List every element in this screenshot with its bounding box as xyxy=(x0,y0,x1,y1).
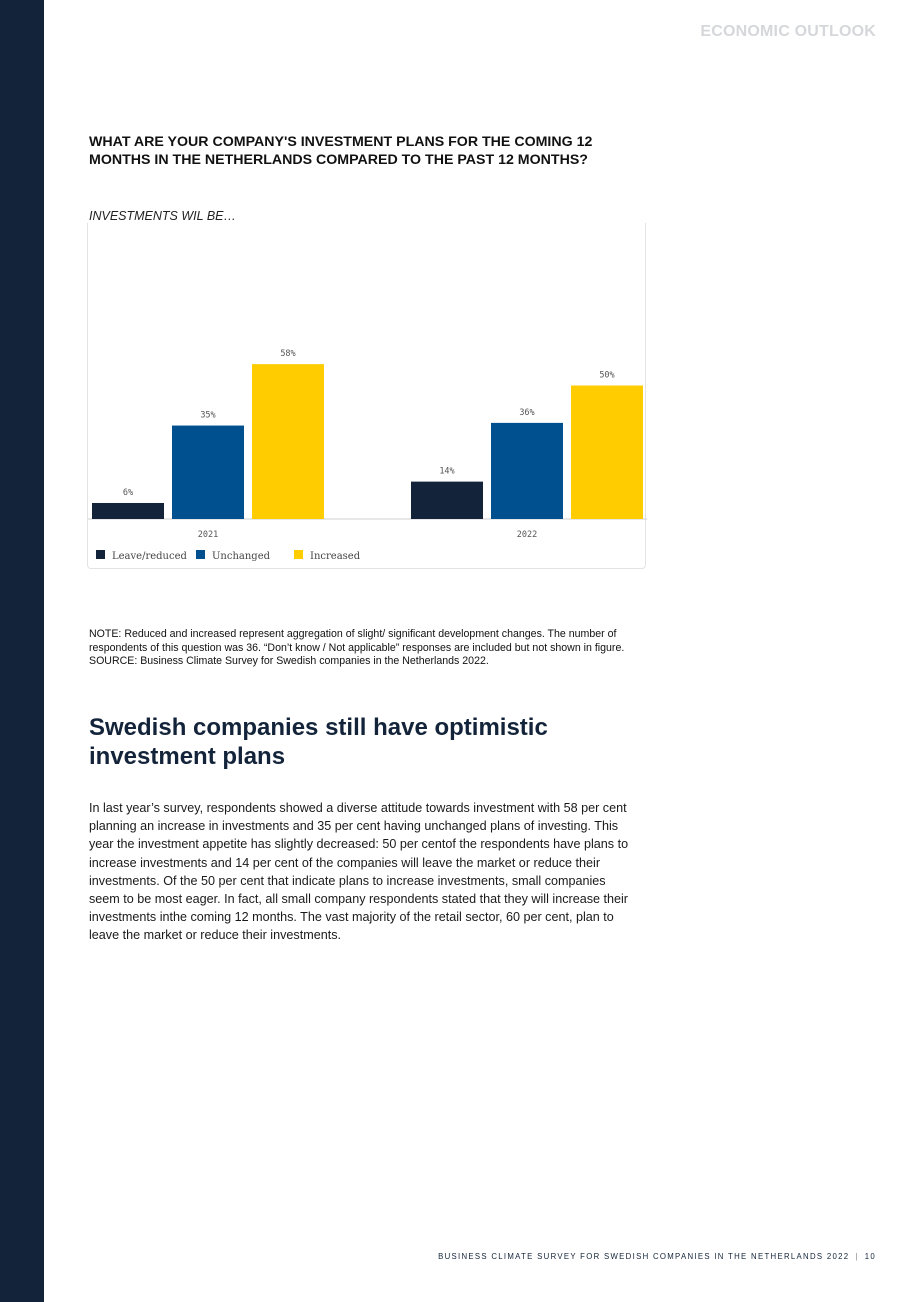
bar-2021-increased xyxy=(252,364,324,519)
bar-2021-leave-reduced xyxy=(92,503,164,519)
footer-title: BUSINESS CLIMATE SURVEY FOR SWEDISH COMPANIES IN THE NETHERLANDS 2022 xyxy=(438,1252,850,1261)
x-tick-label: 2022 xyxy=(516,530,538,540)
figure-subtitle: INVESTMENTS WIL BE… xyxy=(89,209,237,223)
article-heading: Swedish companies still have optimistic investment plans xyxy=(89,714,548,770)
legend-label: Leave/reduced xyxy=(112,551,187,562)
data-label: 14% xyxy=(439,466,455,477)
figure-notes xyxy=(89,628,634,669)
data-label: 58% xyxy=(280,349,296,360)
data-label: 50% xyxy=(599,370,615,381)
source-text: SOURCE: Business Climate Survey for Swedish companies in the Netherlands 2022. xyxy=(89,655,489,667)
bar-2022-increased xyxy=(571,386,643,520)
note-text: NOTE: Reduced and increased represent aggregation of slight/ significant development changes. The number of respondents of this question was 36. “Don’t know / Not applicable” responses are included but not shown in figure. xyxy=(89,628,625,654)
data-label: 36% xyxy=(519,407,535,418)
legend-swatch xyxy=(96,550,105,559)
data-label: 6% xyxy=(122,487,134,498)
legend-label: Increased xyxy=(310,551,361,562)
bar-2022-unchanged xyxy=(491,423,563,519)
legend-label: Unchanged xyxy=(212,551,271,562)
bar-2022-leave-reduced xyxy=(411,482,483,519)
article-body: In last year’s survey, respondents showed a diverse attitude towards investment with 58 per cent planning an increase in investments and 35 per cent having unchanged plans of investing. This year the investment appetite has slightly decreased: 50 per centof the respondents have plans to increase investments and 14 per cent of the companies will leave the market or reduce their investments. Of the 50 per cent that indicate plans to increase investments, small companies seem to be most eager. In fact, all small company respondents stated that they will increase their investments inthe coming 12 months. The vast majority of the retail sector, 60 per cent, plan to leave the market or reduce their investments. xyxy=(89,801,629,943)
footer-separator: | xyxy=(855,1252,859,1261)
bar-chart xyxy=(87,223,646,569)
data-label: 35% xyxy=(200,410,216,421)
figure-question: WHAT ARE YOUR COMPANY'S INVESTMENT PLANS FOR THE COMING 12 MONTHS IN THE NETHERLANDS COMPARED TO THE PAST 12 MONTHS? xyxy=(89,134,593,168)
x-tick-label: 2021 xyxy=(197,530,219,540)
page-footer xyxy=(438,1252,876,1261)
section-tag: ECONOMIC OUTLOOK xyxy=(700,23,876,40)
side-bar xyxy=(0,0,44,1302)
chart-canvas xyxy=(88,223,647,569)
bar-2021-unchanged xyxy=(172,426,244,519)
legend-swatch xyxy=(294,550,303,559)
legend-swatch xyxy=(196,550,205,559)
page-number: 10 xyxy=(864,1252,876,1261)
